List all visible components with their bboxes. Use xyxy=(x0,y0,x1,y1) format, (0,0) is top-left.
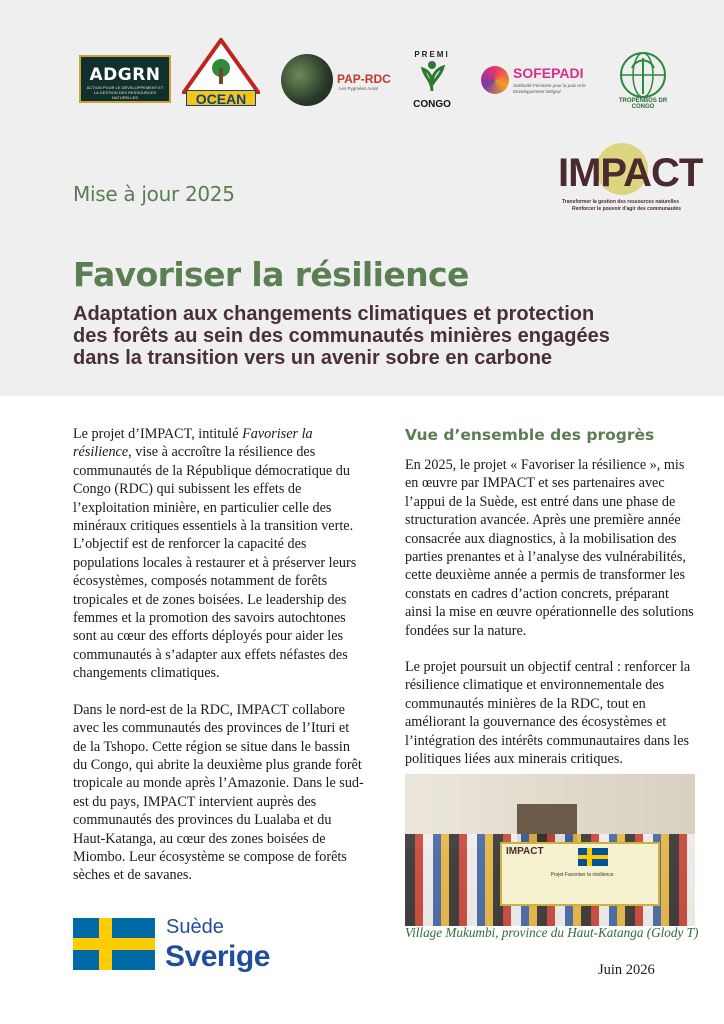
header-band xyxy=(0,0,724,396)
left-column xyxy=(73,425,365,903)
paprdc-logo xyxy=(281,52,391,110)
progress-heading: Vue d’ensemble des progrès xyxy=(405,426,655,444)
plant-icon xyxy=(417,59,447,93)
impact-logo-name: IMPACT xyxy=(558,151,703,195)
sweden-funder-logo xyxy=(73,916,293,980)
village-photo xyxy=(405,774,695,926)
ocean-logo-name: OCEAN xyxy=(186,90,256,106)
funder-name-sv: Sverige xyxy=(165,940,270,973)
publication-date: Juin 2026 xyxy=(598,962,655,978)
ocean-logo xyxy=(182,38,260,110)
globe-icon xyxy=(281,54,333,106)
paprdc-logo-name: PAP-RDC xyxy=(337,72,391,86)
banner-impact-text: IMPACT xyxy=(506,846,544,857)
adgrn-logo-name: ADGRN xyxy=(89,65,161,85)
tropenbos-globe-tree-icon xyxy=(618,50,668,100)
right-column xyxy=(405,456,697,787)
intro-text-start: Le projet d’IMPACT, intitulé xyxy=(73,426,243,442)
impact-logo-tagline-2: Renforcer le pouvoir d'agir des communautés xyxy=(572,206,681,212)
photo-banner xyxy=(500,842,660,906)
premi-logo-bottom: CONGO xyxy=(413,99,451,110)
intro-paragraph xyxy=(73,425,365,683)
objective-paragraph: Le projet poursuit un objectif central : renforcer la résilience climatique et environnementale des communautés minières de la RDC, tout en améliorant la gouvernance des écosystèmes et l’intégration des intérêts communautaires dans les politiques liées aux minerais critiques. xyxy=(405,659,691,768)
adgrn-logo xyxy=(79,55,171,103)
funder-name-fr: Suède xyxy=(166,916,224,938)
sofepadi-emblem-icon xyxy=(481,66,509,94)
update-label: Mise à jour 2025 xyxy=(73,182,235,206)
sofepadi-logo xyxy=(481,63,599,99)
photo-caption: Village Mukumbi, province du Haut-Katanga (Glody T) xyxy=(405,925,699,940)
intro-text-end: , vise à accroître la résilience des communautés de la République démocratique du Congo (RDC) qui subissent les effets de l’exploitation minière, en particulier celle des minéraux critiques essentiels à la transition verte. L’objectif est de renforcer la capacité des populations locales à restaurer et à préserver leurs écosystèmes, composés notamment de forêts tropicales et de zones boisées. Le leadership des femmes et la promotion des savoirs autochtones sont au cœur des efforts déployés pour aider les communautés à s’adapter aux effets néfastes des changements climatiques. xyxy=(73,444,357,682)
banner-project-text: Projet Favoriser la résilience xyxy=(550,872,614,878)
sweden-flag-icon xyxy=(73,918,155,970)
impact-logo-tagline-1: Transformer la gestion des ressources naturelles xyxy=(562,199,679,205)
sofepadi-logo-name: SOFEPADI xyxy=(513,65,584,81)
sofepadi-logo-tagline: Solidarité Féminine pour la paix et le Développement intégral xyxy=(513,83,586,94)
banner-sweden-flag-icon xyxy=(578,848,608,866)
progress-paragraph: En 2025, le projet « Favoriser la résilience », mis en œuvre par IMPACT et ses partenaires avec l’appui de la Suède, est entré dans une phase de structuration avancée. Après une première année consacrée aux diagnostics, à la mobilisation des parties prenantes et à l’analyse des vulnérabilités, cette deuxième année a permis de transformer les constats en cadres d’action concrets, préparant ainsi la mise en œuvre opérationnelle des solutions fondées sur la nature. xyxy=(405,457,694,639)
premi-congo-logo xyxy=(404,50,460,110)
tropenbos-logo-name: TROPENBOS DR CONGO xyxy=(618,98,668,110)
regions-paragraph: Dans le nord-est de la RDC, IMPACT collabore avec les communautés des provinces de l’Ituri et de la Tshopo. Cette région se situe dans le bassin du Congo, qui abrite la deuxième plus grande forêt tropicale au monde après l’Amazonie. Dans le sud-est du pays, IMPACT intervient auprès des communautés des provinces du Lualaba et du Haut-Katanga, au cœur des zones boisées de Miombo. Leur écosystème se compose de forêts sèches et de savanes. xyxy=(73,701,364,884)
project-name-italic: Favoriser la résilience xyxy=(73,426,313,461)
impact-logo xyxy=(558,143,703,217)
adgrn-logo-tagline: ACTION POUR LE DÉVELOPPEMENT ET LA GESTION DES RESSOURCES NATURELLES xyxy=(86,85,164,100)
tropenbos-logo xyxy=(610,50,676,110)
ocean-triangle-icon xyxy=(182,38,260,94)
page-title: Favoriser la résilience xyxy=(73,255,469,294)
page-subtitle: Adaptation aux changements climatiques et protection des forêts au sein des communautés minières engagées dans la transition vers un avenir sobre en carbone xyxy=(73,303,610,369)
paprdc-logo-tagline: Les Pygmées Aussi xyxy=(339,86,379,91)
premi-logo-top: PREMI xyxy=(414,50,450,59)
